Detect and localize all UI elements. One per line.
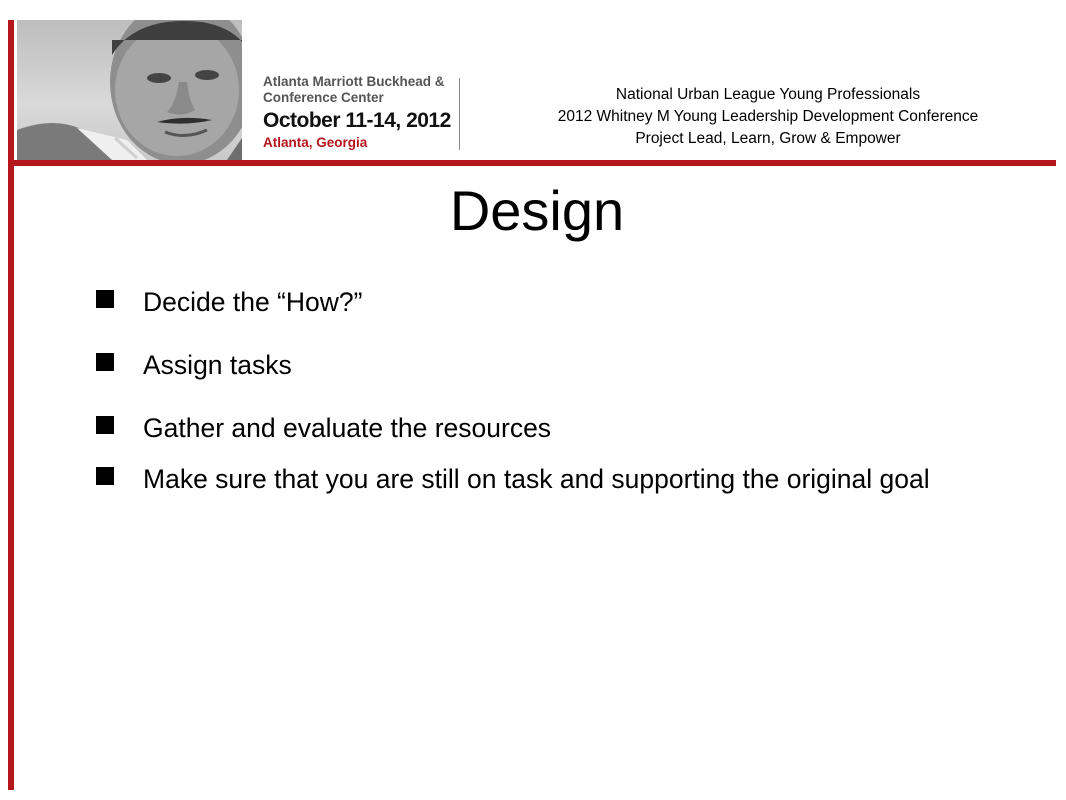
venue-name-line1: Atlanta Marriott Buckhead &	[263, 74, 445, 89]
conference-city: Atlanta, Georgia	[263, 135, 368, 150]
conference-info-line2: 2012 Whitney M Young Leadership Development Conference	[557, 108, 979, 125]
accent-bar-vertical	[8, 20, 14, 790]
bullet-item	[96, 347, 956, 383]
square-bullet-icon	[96, 416, 114, 434]
conference-info	[480, 84, 1056, 150]
conference-info-line1: National Urban League Young Professionals	[615, 86, 921, 103]
bullet-text: Assign tasks	[143, 350, 292, 380]
bullet-text: Decide the “How?”	[143, 287, 363, 317]
bullet-item	[96, 284, 956, 320]
portrait-photo	[17, 20, 242, 160]
conference-dates: October 11-14, 2012	[263, 109, 451, 132]
square-bullet-icon	[96, 467, 114, 485]
logo-divider	[459, 78, 460, 150]
bullet-list	[96, 284, 956, 524]
slide-title: Design	[449, 179, 625, 242]
venue-name-line2: Conference Center	[263, 90, 384, 105]
bullet-item	[96, 461, 956, 497]
accent-bar-horizontal	[8, 160, 1056, 166]
square-bullet-icon	[96, 290, 114, 308]
venue-logo	[263, 74, 453, 151]
bullet-text: Make sure that you are still on task and supporting the original goal	[143, 464, 930, 494]
bullet-text: Gather and evaluate the resources	[143, 413, 552, 443]
square-bullet-icon	[96, 353, 114, 371]
conference-info-line3: Project Lead, Learn, Grow & Empower	[635, 130, 901, 147]
bullet-item	[96, 410, 956, 446]
